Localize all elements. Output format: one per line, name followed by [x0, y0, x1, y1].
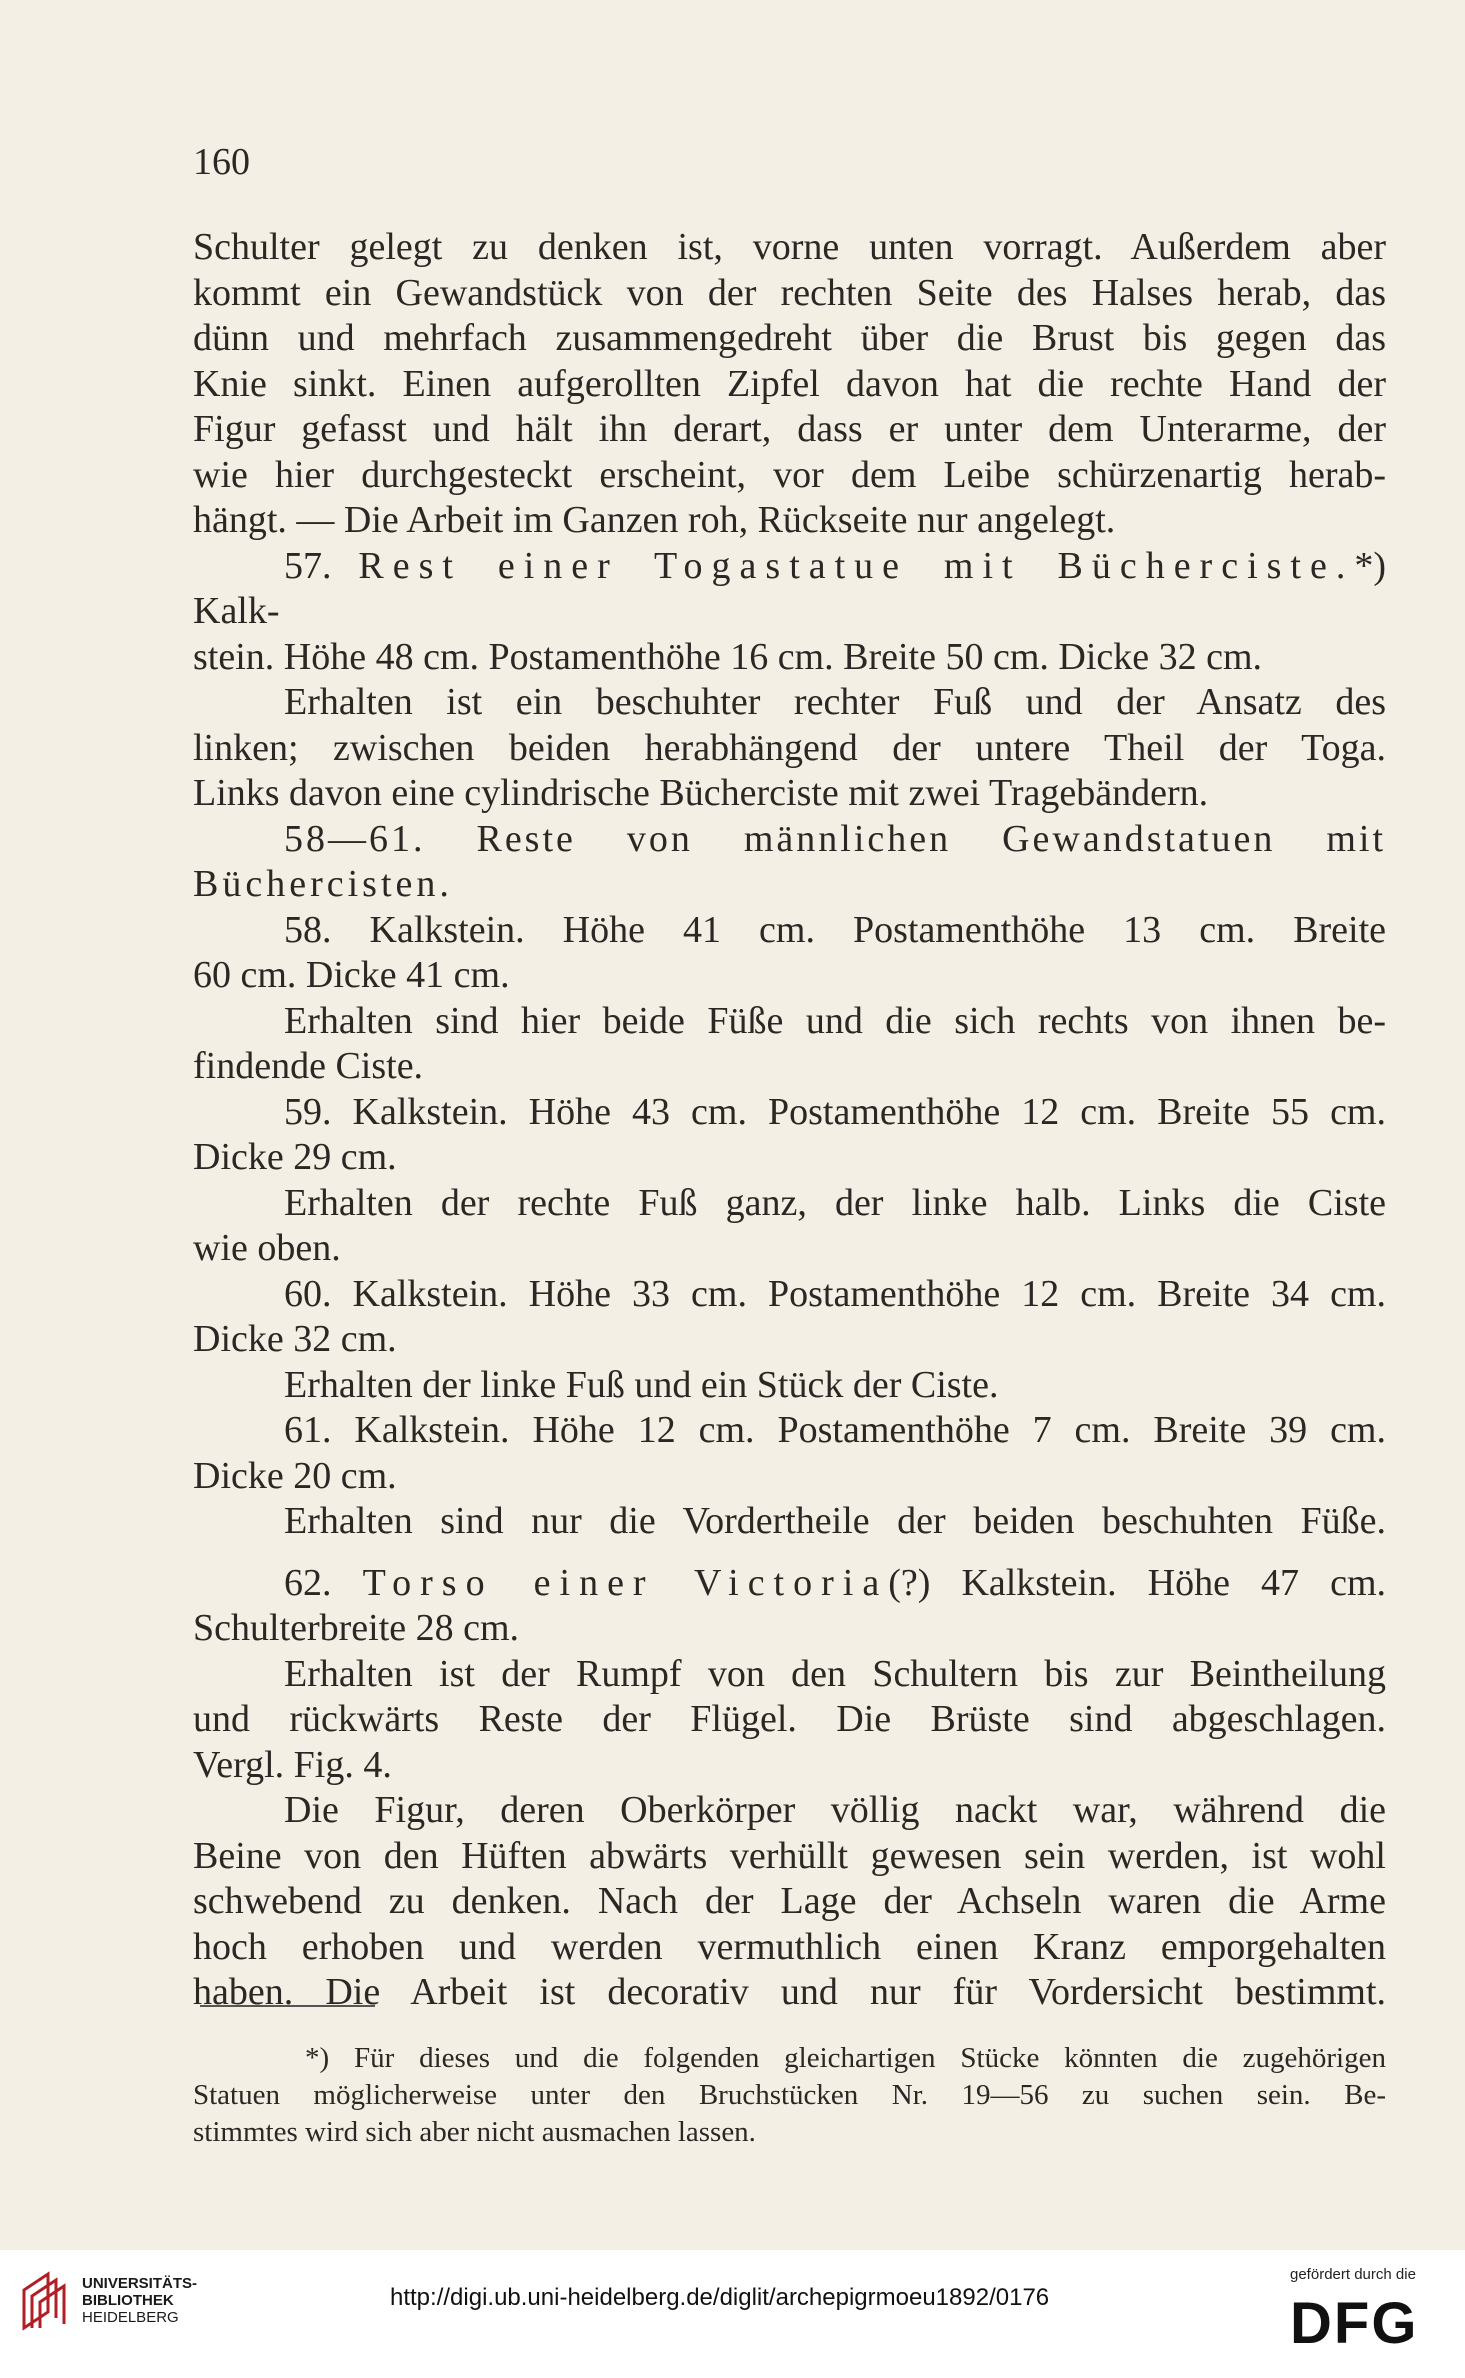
entry-description: und rückwärts Reste der Flügel. Die Brüste sind abgeschlagen. — [193, 1698, 1386, 1740]
entry-measurements: Dicke 29 cm. — [193, 1136, 397, 1178]
entry-60-heading: 60. Kalkstein. Höhe 33 cm. Postamenthöhe 12 cm. Breite 34 cm. — [284, 1272, 1386, 1315]
footnote-line: *) Für dieses und die folgenden gleichartigen Stücke könnten die zugehörigen — [305, 2042, 1386, 2074]
entry-description: linken; zwischen beiden herabhängend der untere Theil der Toga. — [193, 726, 1386, 769]
entry-description: hoch erhoben und werden vermuthlich einen Kranz emporgehalten — [193, 1925, 1386, 1968]
text-line: kommt ein Gewandstück von der rechten Seite des Halses herab, das — [193, 271, 1386, 314]
footnote-line: stimmtes wird sich aber nicht ausmachen lassen. — [193, 2116, 756, 2148]
entry-measurements: Dicke 20 cm. — [193, 1454, 397, 1497]
entry-description: Links davon eine cylindrische Bücherciste mit zwei Tragebändern. — [193, 772, 1209, 814]
spacer — [193, 1545, 1386, 1561]
entry-61-heading: 61. Kalkstein. Höhe 12 cm. Postamenthöhe 7 cm. Breite 39 cm. — [284, 1409, 1386, 1451]
entry-measurements: 60 cm. Dicke 41 cm. — [193, 954, 510, 996]
entry-description: Die Figur, deren Oberkörper völlig nackt war, während die — [284, 1789, 1386, 1831]
library-name-line: UNIVERSITÄTS- — [82, 2275, 198, 2292]
permalink[interactable]: http://digi.ub.uni-heidelberg.de/diglit/archepigrmoeu1892/0176 — [390, 2284, 1050, 2311]
entry-measurements: Dicke 32 cm. — [193, 1318, 397, 1360]
entry-57-heading — [193, 544, 1386, 635]
footnote — [193, 2040, 1386, 2151]
entry-number: 57. — [284, 544, 359, 587]
entry-title: Torso einer Victoria — [362, 1561, 889, 1604]
library-name-line: BIBLIOTHEK — [82, 2292, 174, 2309]
entry-description: Erhalten ist ein beschuhter rechter Fuß und der Ansatz des — [284, 681, 1386, 723]
footer-bar — [0, 2250, 1465, 2378]
entry-description: haben. Die Arbeit ist decorativ und nur für Vordersicht bestimmt. — [193, 1971, 1386, 2013]
entry-description: Erhalten sind nur die Vordertheile der beiden beschuhten Füße. — [284, 1500, 1386, 1542]
entry-description: schwebend zu denken. Nach der Lage der Achseln waren die Arme — [193, 1880, 1386, 1922]
footnote-rule — [200, 2005, 375, 2007]
entry-59-heading: 59. Kalkstein. Höhe 43 cm. Postamenthöhe 12 cm. Breite 55 cm. — [284, 1090, 1386, 1133]
entry-measurements: Schulterbreite 28 cm. — [193, 1607, 520, 1649]
entry-heading-cont: Büchercisten. — [193, 863, 453, 905]
entry-heading-rest: (?) Kalkstein. Höhe 47 cm. — [888, 1561, 1387, 1604]
entry-description: Beine von den Hüften abwärts verhüllt gewesen sein werden, ist wohl — [193, 1834, 1386, 1877]
entry-58-heading: 58. Kalkstein. Höhe 41 cm. Postamenthöhe 13 cm. Breite — [284, 908, 1386, 951]
entry-description: findende Ciste. — [193, 1045, 424, 1087]
library-name — [82, 2275, 197, 2326]
entry-58-61-heading: 58—61. Reste von männlichen Gewandstatuen mit — [284, 817, 1386, 860]
dfg-label: gefördert durch die — [1290, 2266, 1416, 2283]
dfg-logo: DFG — [1290, 2291, 1419, 2356]
text-line: wie hier durchgesteckt erscheint, vor dem Leibe schürzenartig herab- — [193, 453, 1386, 496]
entry-description: Erhalten der rechte Fuß ganz, der linke halb. Links die Ciste — [284, 1181, 1386, 1224]
entry-62-heading — [193, 1561, 1386, 1607]
page-body — [193, 225, 1386, 2016]
entry-heading-rest: *) Kalk- — [193, 544, 1387, 632]
entry-description: Erhalten der linke Fuß und ein Stück der Ciste. — [284, 1363, 999, 1406]
text-line: hängt. — Die Arbeit im Ganzen roh, Rückseite nur angelegt. — [193, 499, 1116, 541]
entry-title: Rest einer Togastatue mit Bücherciste. — [358, 544, 1355, 587]
page-number: 160 — [193, 141, 250, 183]
text-line: dünn und mehrfach zusammengedreht über die Brust bis gegen das — [193, 317, 1386, 359]
text-line: Figur gefasst und hält ihn derart, dass er unter dem Unterarme, der — [193, 408, 1386, 450]
library-name-line: HEIDELBERG — [82, 2309, 179, 2326]
entry-description: Erhalten sind hier beide Füße und die sich rechts von ihnen be- — [284, 999, 1386, 1042]
text-line: Schulter gelegt zu denken ist, vorne unten vorragt. Außerdem aber — [193, 226, 1386, 268]
text-line: Knie sinkt. Einen aufgerollten Zipfel davon hat die rechte Hand der — [193, 362, 1386, 405]
entry-description: Vergl. Fig. 4. — [193, 1743, 392, 1786]
footnote-line: Statuen möglicherweise unter den Bruchstücken Nr. 19—56 zu suchen sein. Be- — [193, 2079, 1386, 2111]
entry-number: 62. — [284, 1561, 363, 1604]
entry-description: Erhalten ist der Rumpf von den Schultern bis zur Beintheilung — [284, 1652, 1386, 1695]
library-logo-icon — [18, 2268, 66, 2332]
entry-description: wie oben. — [193, 1227, 341, 1269]
entry-measurements: stein. Höhe 48 cm. Postamenthöhe 16 cm. Breite 50 cm. Dicke 32 cm. — [193, 635, 1263, 678]
